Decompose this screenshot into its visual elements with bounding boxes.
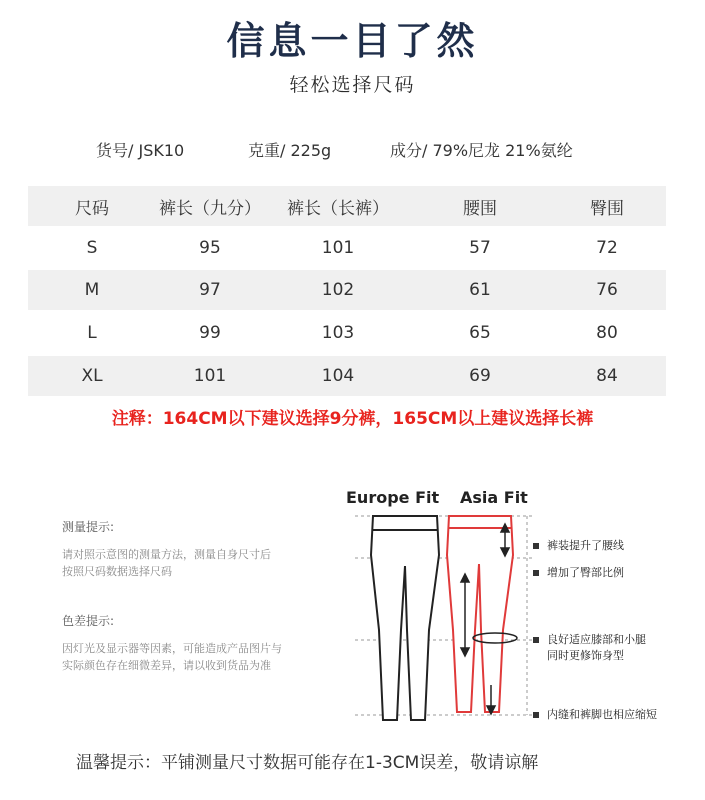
product-sku: 货号/ JSK10	[96, 141, 185, 160]
product-composition: 成分/ 79%尼龙 21%氨纶	[390, 141, 573, 160]
page-title: 信息一目了然	[226, 19, 479, 63]
table-cell: 102	[321, 280, 355, 300]
bullet-icon	[533, 570, 539, 576]
table-header-row	[28, 186, 666, 226]
bullet-icon	[533, 712, 539, 718]
table-cell: 65	[469, 323, 491, 343]
table-cell: 69	[469, 366, 491, 386]
table-cell: XL	[81, 366, 103, 386]
product-weight: 克重/ 225g	[248, 141, 332, 160]
leggings-fit-diagram	[355, 510, 535, 732]
table-cell: 103	[321, 323, 355, 343]
measure-tip-text: 请对照示意图的测量方法，测量自身尺寸后 按照尺码数据选择尺码	[62, 548, 271, 578]
table-row	[28, 228, 666, 268]
table-cell: 84	[596, 366, 618, 386]
table-cell: M	[84, 280, 100, 300]
table-cell: 76	[596, 280, 618, 300]
table-cell: L	[87, 323, 97, 343]
annotation-waistline: 裤装提升了腰线	[533, 538, 624, 554]
table-cell: 61	[469, 280, 491, 300]
column-header-hip: 臀围	[590, 198, 624, 219]
color-tip-text: 因灯光及显示器等因素，可能造成产品图片与 实际颜色存在细微差异，请以收到货品为准	[62, 642, 282, 672]
table-cell: 72	[596, 238, 618, 258]
europe-fit-label: Europe Fit	[346, 488, 440, 507]
table-cell: 80	[596, 323, 618, 343]
table-cell: 95	[199, 238, 221, 258]
size-table	[28, 186, 666, 398]
asia-fit-label: Asia Fit	[460, 488, 528, 507]
color-tip-title: 色差提示:	[62, 614, 115, 628]
bullet-icon	[533, 543, 539, 549]
table-row	[28, 270, 666, 310]
annotation-knee: 良好适应膝部和小腿 同时更修饰身型	[533, 632, 646, 664]
table-cell: 97	[199, 280, 221, 300]
table-cell: 101	[321, 238, 355, 258]
table-cell: S	[86, 238, 98, 258]
size-recommendation-note: 注释：164CM以下建议选择9分裤，165CM以上建议选择长裤	[111, 409, 594, 429]
table-cell: 57	[469, 238, 491, 258]
column-header-length-full: 裤长（长裤）	[287, 198, 389, 219]
measure-tip-title: 测量提示:	[62, 520, 115, 534]
annotation-hem: 内缝和裤脚也相应缩短	[533, 707, 657, 723]
column-header-waist: 腰围	[463, 198, 497, 219]
column-header-size: 尺码	[75, 198, 109, 219]
annotation-hip: 增加了臀部比例	[533, 565, 624, 581]
footer-tip: 温馨提示：平铺测量尺寸数据可能存在1-3CM误差，敬请谅解	[76, 753, 539, 773]
column-header-length-cropped: 裤长（九分）	[159, 198, 261, 219]
table-cell: 101	[193, 366, 227, 386]
europe-leggings-outline	[371, 516, 439, 720]
page-subtitle: 轻松选择尺码	[289, 74, 416, 96]
table-row	[28, 356, 666, 396]
table-cell: 104	[321, 366, 355, 386]
table-row	[28, 312, 666, 354]
asia-leggings-outline	[447, 516, 513, 712]
table-cell: 99	[199, 323, 221, 343]
bullet-icon	[533, 637, 539, 643]
